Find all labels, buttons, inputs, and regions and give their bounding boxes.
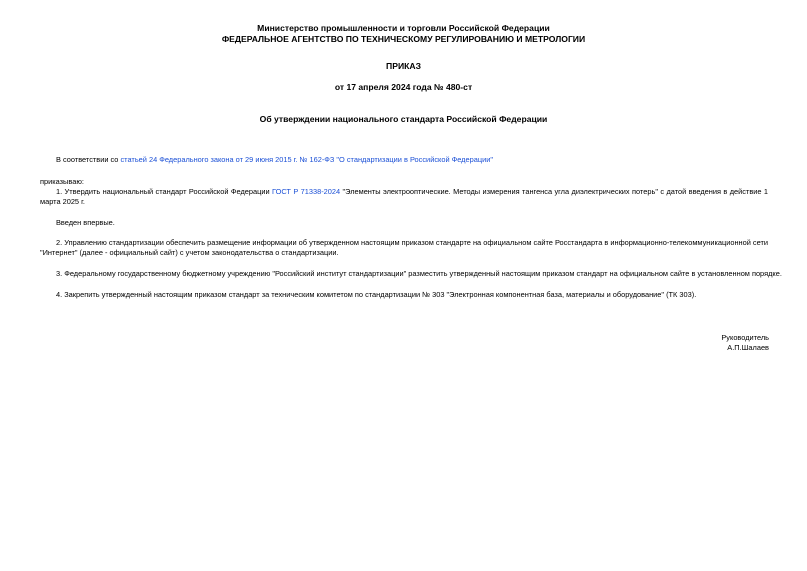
signature-title: Руководитель [721, 333, 769, 342]
gost-standard-link[interactable]: ГОСТ Р 71338-2024 [271, 187, 341, 196]
item-1-prefix: 1. Утвердить национальный стандарт Российской Федерации [56, 187, 272, 196]
ministry-title: Министерство промышленности и торговли Российской Федерации [257, 23, 550, 33]
item-1-suffix: "Элементы электрооптические. Методы измерения тангенса угла диэлектрических потерь" с датой введения в действие 1 марта 2025 г. [40, 187, 769, 206]
intro-prefix: В соответствии со [56, 155, 121, 164]
order-subject: Об утверждении национального стандарта Российской Федерации [259, 114, 548, 124]
item-1-paragraph [40, 187, 768, 207]
order-heading: ПРИКАЗ [386, 61, 421, 71]
signature-name: А.П.Шалаев [727, 343, 769, 352]
item-4-paragraph: 4. Закрепить утвержденный настоящим приказом стандарт за техническим комитетом по стандартизации № 303 "Электронная компонентная база, материалы и оборудование" (ТК 303). [56, 290, 697, 299]
order-date-number: от 17 апреля 2024 года № 480-ст [334, 82, 473, 92]
first-time-note: Введен впервые. [56, 218, 115, 227]
item-2-paragraph: 2. Управлению стандартизации обеспечить размещение информации об утвержденном настоящим приказом стандарте на официальном сайте Росстандарта в информационно-телекоммуникационной сети "Интернет" (далее - официальный сайт) с учетом законодательства о стандартизации. [40, 238, 768, 257]
agency-title: ФЕДЕРАЛЬНОЕ АГЕНТСТВО ПО ТЕХНИЧЕСКОМУ РЕГУЛИРОВАНИЮ И МЕТРОЛОГИИ [221, 34, 586, 44]
federal-law-link[interactable]: статьей 24 Федерального закона от 29 июня 2015 г. № 162-ФЗ "О стандартизации в Российской Федерации" [120, 155, 493, 164]
order-word: приказываю: [40, 177, 84, 186]
item-3-paragraph: 3. Федеральному государственному бюджетному учреждению "Российский институт стандартизации" разместить утвержденный настоящим приказом стандарт на официальном сайте в установленном порядке. [56, 269, 782, 278]
intro-paragraph [56, 155, 776, 165]
